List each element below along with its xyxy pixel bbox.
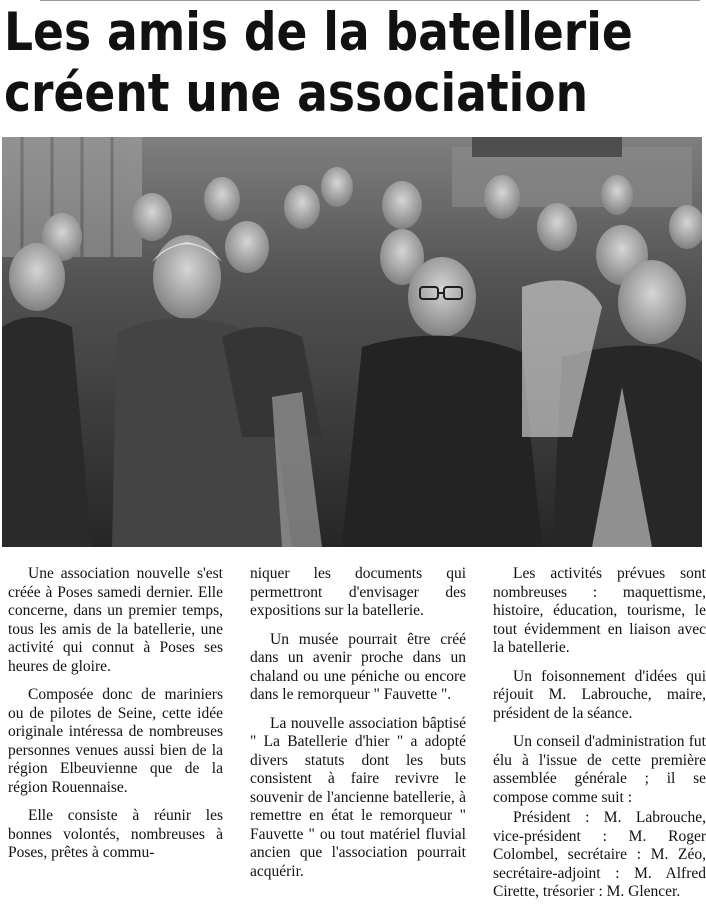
group-photo-icon xyxy=(2,137,702,547)
article-column-3 xyxy=(493,565,706,912)
paragraph: niquer les documents qui permettront d'envisager des expositions sur la batellerie. xyxy=(250,565,466,619)
article-column-2 xyxy=(250,565,466,891)
paragraph: Elle consiste à réunir les bonnes volontés, nombreuses à Poses, prêtes à commu- xyxy=(8,807,223,861)
paragraph: La nouvelle association bâptisé " La Batellerie d'hier " a adopté divers statuts dont les buts consistent à faire revivre le souvenir de l'ancienne batellerie, à remettre en état le remorqueur " Fauvette " ou tout matériel fluvial ancien que l'association pourrait acquérir. xyxy=(250,714,466,880)
paragraph: Un conseil d'administration fut élu à l'issue de cette première assemblée générale ; il se compose comme suit : xyxy=(493,733,706,806)
paragraph: Composée donc de mariniers ou de pilotes de Seine, cette idée originale intéressa de nombreuses personnes venues aussi bien de la région Elbeuvienne que de la région Rouennaise. xyxy=(8,686,223,796)
paragraph: Une association nouvelle s'est créée à Poses samedi dernier. Elle concerne, dans un premier temps, tous les amis de la batellerie, une activité qui connut à Poses ses heures de gloire. xyxy=(8,565,223,675)
headline-line-2: créent une association xyxy=(4,63,589,124)
paragraph: Les activités prévues sont nombreuses : maquettisme, histoire, éducation, tourisme, le tout évidemment en liaison avec la batellerie. xyxy=(493,565,706,656)
paragraph: Un foisonnement d'idées qui réjouit M. Labrouche, maire, président de la séance. xyxy=(493,667,706,722)
article-column-1 xyxy=(8,565,223,873)
paragraph: Président : M. Labrouche, vice-président : M. Roger Colombel, secrétaire : M. Zéo, secrétaire-adjoint : M. Alfred Cirette, trésorier : M. Glencer. xyxy=(493,809,706,900)
paragraph: Un musée pourrait être créé dans un avenir proche dans un chaland ou une péniche ou encore dans le remorqueur " Fauvette ". xyxy=(250,630,466,703)
headline-line-1: Les amis de la batellerie xyxy=(4,2,633,63)
headline xyxy=(4,2,633,124)
